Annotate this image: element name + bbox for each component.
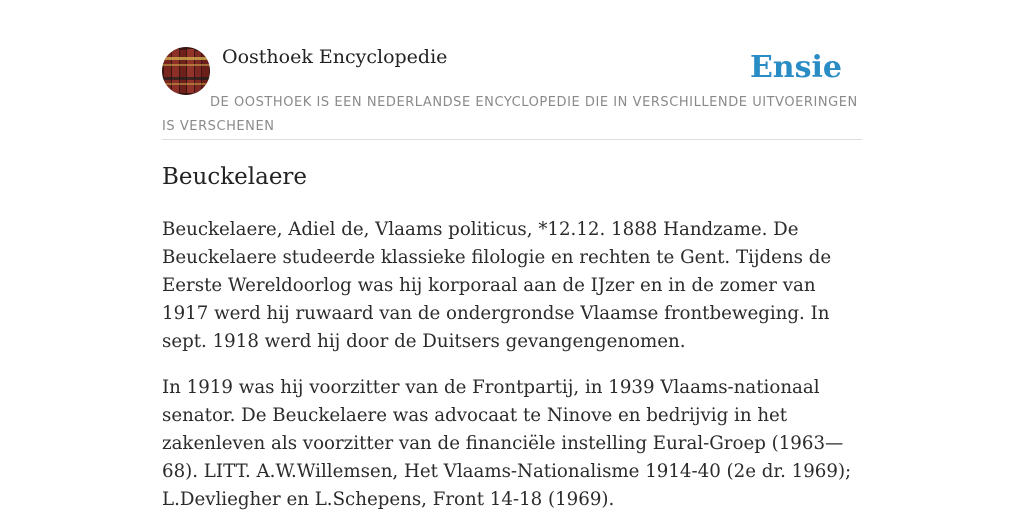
source-tagline: DE OOSTHOEK IS EEN NEDERLANDSE ENCYCLOPEDIE DIE IN VERSCHILLENDE UITVOERINGEN IS VERSCHENEN bbox=[162, 95, 858, 134]
brand-logo[interactable]: Ensie bbox=[749, 50, 842, 85]
article-title: Beuckelaere bbox=[162, 164, 308, 190]
source-name[interactable]: Oosthoek Encyclopedie bbox=[222, 46, 448, 68]
article-body bbox=[162, 216, 867, 532]
source-avatar[interactable] bbox=[162, 47, 210, 95]
header-divider bbox=[162, 139, 862, 140]
article-paragraph: Beuckelaere, Adiel de, Vlaams politicus, *12.12. 1888 Handzame. De Beuckelaere studeerde klassieke filologie en rechten te Gent. Tijdens de Eerste Wereldoorlog was hij korporaal aan de IJzer en in de zomer van 1917 werd hij ruwaard van de ondergrondse Vlaamse frontbeweging. In sept. 1918 werd hij door de Duitsers gevangengenomen. bbox=[162, 219, 832, 352]
article-paragraph: In 1919 was hij voorzitter van de Frontpartij, in 1939 Vlaams-nationaal senator. De Beuckelaere was advocaat te Ninove en bedrijvig in het zakenleven als voorzitter van de financiële instelling Eural-Groep (1963—68). LITT. A.W.Willemsen, Het Vlaams-Nationalisme 1914-40 (2e dr. 1969); L.Devliegher en L.Schepens, Front 14-18 (1969). bbox=[162, 377, 852, 510]
encyclopedia-books-icon bbox=[162, 47, 210, 95]
